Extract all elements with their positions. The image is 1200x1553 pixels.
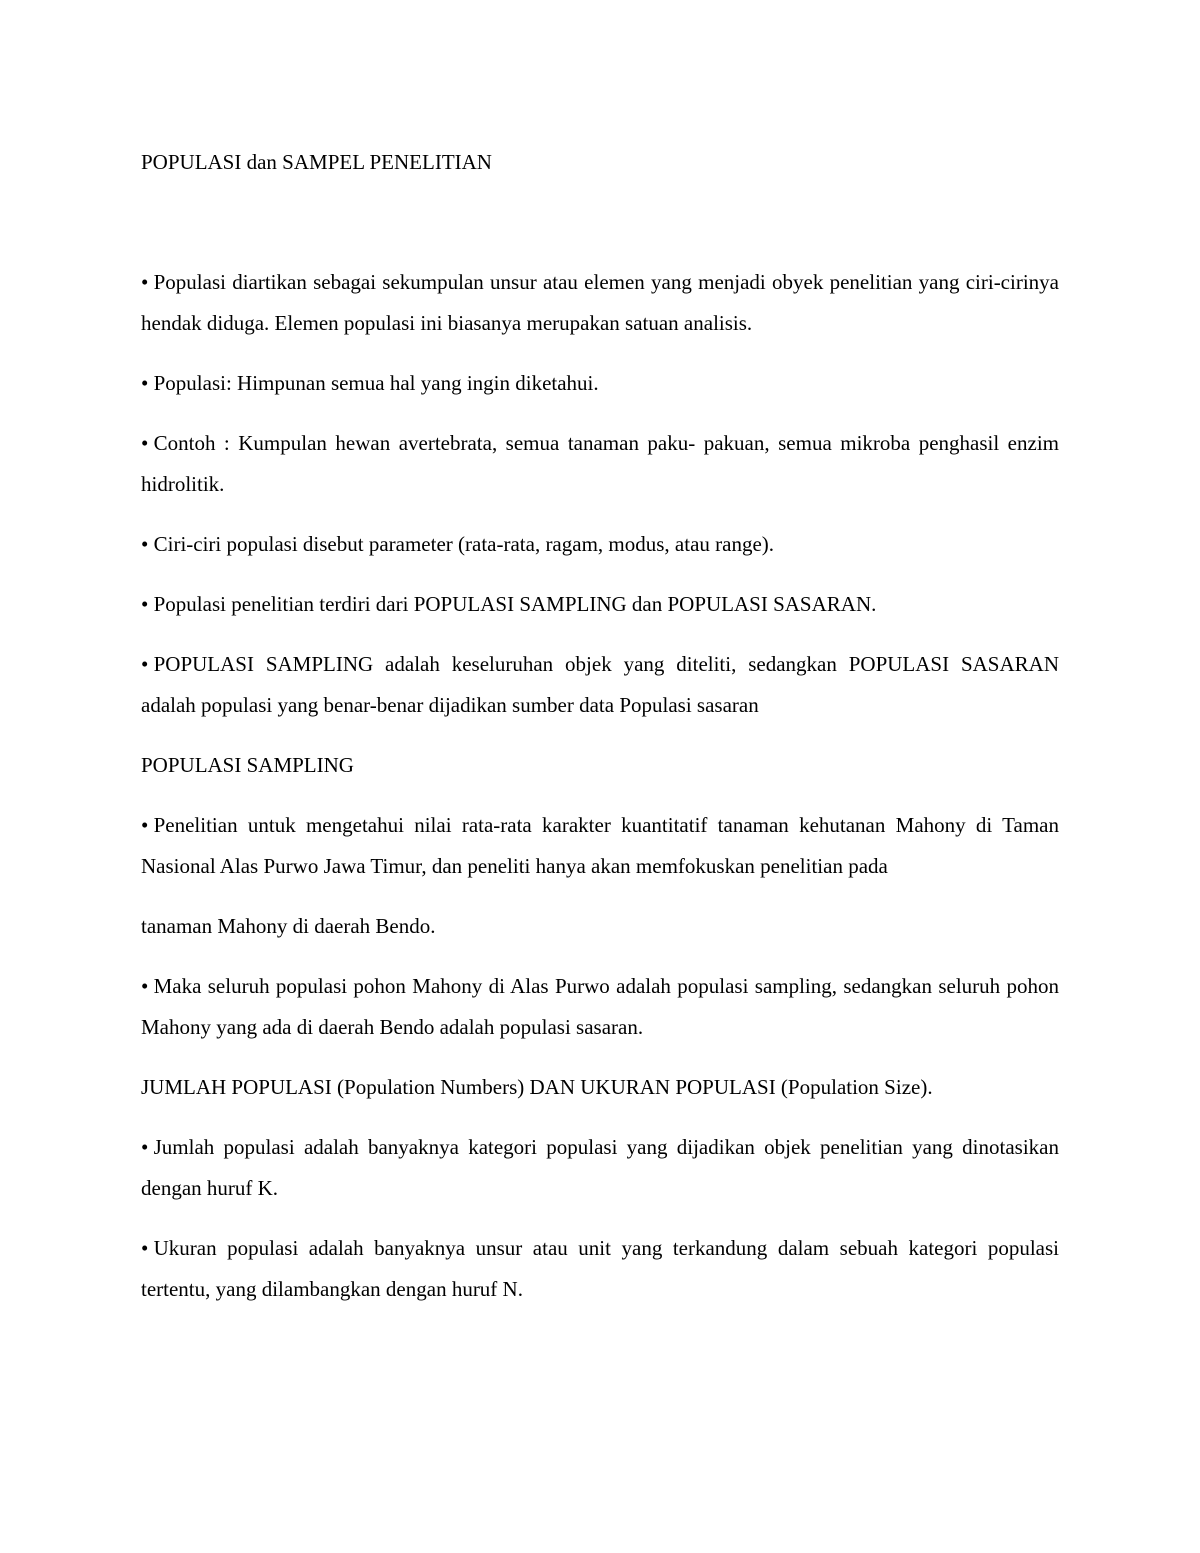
title-spacer — [141, 183, 1059, 262]
paragraph-text: Populasi: Himpunan semua hal yang ingin diketahui. — [153, 371, 599, 395]
document-title: POPULASI dan SAMPEL PENELITIAN — [141, 150, 492, 174]
bullet-marker: • — [141, 532, 149, 556]
paragraph-text: tanaman Mahony di daerah Bendo. — [141, 914, 436, 938]
paragraph-text: Penelitian untuk mengetahui nilai rata-rata karakter kuantitatif tanaman kehutanan Mahony di Taman Nasional Alas Purwo Jawa Timur, dan peneliti hanya akan memfokuskan penelitian pada — [141, 813, 1059, 878]
bullet-marker: • — [141, 431, 149, 455]
bullet-marker: • — [141, 813, 149, 837]
paragraph-text: Jumlah populasi adalah banyaknya kategori populasi yang dijadikan objek penelitian yang dinotasikan dengan huruf K. — [141, 1135, 1059, 1200]
paragraph-9 — [141, 906, 1059, 947]
paragraph-3 — [141, 423, 1059, 505]
paragraph-2 — [141, 363, 1059, 404]
bullet-marker: • — [141, 592, 149, 616]
paragraph-text: Ukuran populasi adalah banyaknya unsur atau unit yang terkandung dalam sebuah kategori populasi tertentu, yang dilambangkan dengan huruf N. — [141, 1236, 1059, 1301]
paragraph-10 — [141, 966, 1059, 1048]
paragraph-text: Contoh : Kumpulan hewan avertebrata, semua tanaman paku- pakuan, semua mikroba penghasil enzim hidrolitik. — [141, 431, 1059, 496]
paragraph-text: Maka seluruh populasi pohon Mahony di Alas Purwo adalah populasi sampling, sedangkan seluruh pohon Mahony yang ada di daerah Bendo adalah populasi sasaran. — [141, 974, 1059, 1039]
paragraph-1 — [141, 262, 1059, 344]
bullet-marker: • — [141, 371, 149, 395]
section-heading-jumlah-ukuran — [141, 1067, 1059, 1108]
paragraph-6 — [141, 644, 1059, 726]
paragraph-text: POPULASI SAMPLING adalah keseluruhan objek yang diteliti, sedangkan POPULASI SASARAN adalah populasi yang benar-benar dijadikan sumber data Populasi sasaran — [141, 652, 1059, 717]
paragraph-12 — [141, 1127, 1059, 1209]
paragraph-text: Populasi penelitian terdiri dari POPULASI SAMPLING dan POPULASI SASARAN. — [153, 592, 877, 616]
paragraph-13 — [141, 1228, 1059, 1310]
bullet-marker: • — [141, 270, 149, 294]
bullet-marker: • — [141, 652, 149, 676]
paragraph-text: Ciri-ciri populasi disebut parameter (rata-rata, ragam, modus, atau range). — [153, 532, 775, 556]
paragraph-8 — [141, 805, 1059, 887]
section-heading-populasi-sampling — [141, 745, 1059, 786]
bullet-marker: • — [141, 1236, 149, 1260]
paragraph-5 — [141, 584, 1059, 625]
bullet-marker: • — [141, 1135, 149, 1159]
paragraph-text: Populasi diartikan sebagai sekumpulan unsur atau elemen yang menjadi obyek penelitian yang ciri-cirinya hendak diduga. Elemen populasi ini biasanya merupakan satuan analisis. — [141, 270, 1059, 335]
paragraph-text: JUMLAH POPULASI (Population Numbers) DAN UKURAN POPULASI (Population Size). — [141, 1075, 933, 1099]
paragraph-4 — [141, 524, 1059, 565]
bullet-marker: • — [141, 974, 149, 998]
document-body — [141, 142, 1059, 1329]
paragraph-text: POPULASI SAMPLING — [141, 753, 354, 777]
